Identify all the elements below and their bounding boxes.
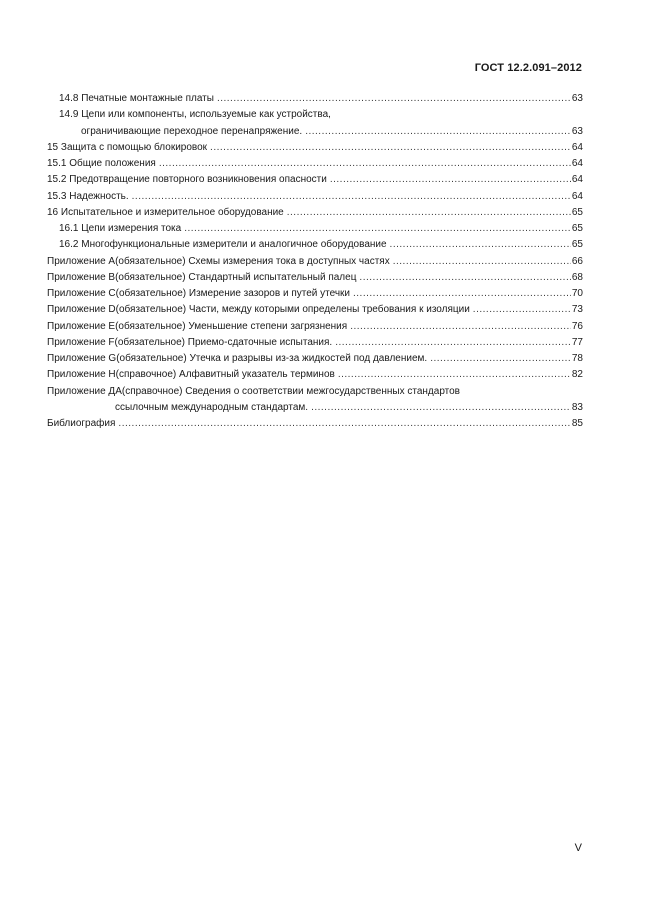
toc-entry-page: 77 (571, 336, 583, 348)
toc-dot-leader (330, 172, 571, 188)
toc-entry[interactable] (47, 124, 583, 140)
document-code-header: ГОСТ 12.2.091–2012 (474, 62, 582, 74)
toc-entry[interactable] (47, 189, 583, 205)
toc-entry[interactable] (47, 319, 583, 335)
toc-entry[interactable] (47, 107, 583, 123)
toc-dot-leader (393, 254, 571, 270)
toc-entry-page: 73 (571, 304, 583, 316)
toc-entry-title: 15 Защита с помощью блокировок (47, 141, 208, 153)
toc-dot-leader (359, 270, 570, 286)
toc-entry-page: 64 (571, 141, 583, 153)
toc-entry-page: 82 (571, 369, 583, 381)
toc-entry-page: 83 (571, 401, 583, 413)
toc-entry[interactable] (47, 221, 583, 237)
toc-entry-title: Приложение ДА(справочное) Сведения о соответствии межгосударственных стандартов (47, 385, 460, 397)
toc-dot-leader (184, 221, 571, 237)
toc-entry-title: Приложение В(обязательное) Стандартный испытательный палец (47, 271, 357, 283)
toc-entry-title: Библиография (47, 418, 116, 429)
toc-entry[interactable] (47, 205, 583, 221)
toc-entry[interactable] (47, 335, 583, 351)
toc-entry-title: Приложение D(обязательное) Части, между которыми определены требования к изоляции (47, 304, 470, 316)
toc-entry-title: 14.9 Цепи или компоненты, используемые как устройства, (59, 109, 331, 121)
toc-dot-leader (210, 140, 571, 156)
page-number: V (574, 842, 582, 854)
toc-entry-title: 15.2 Предотвращение повторного возникновения опасности (47, 174, 327, 186)
toc-entry-title: 16 Испытательное и измерительное оборудование (47, 206, 284, 218)
toc-entry-page: 78 (571, 353, 583, 364)
toc-entry-page: 85 (571, 418, 583, 429)
toc-entry[interactable] (47, 172, 583, 188)
toc-dot-leader (430, 351, 571, 367)
toc-entry-page: 66 (571, 255, 583, 267)
toc-entry-page: 76 (571, 320, 583, 332)
toc-entry-title: Приложение G(обязательное) Утечка и разрывы из-за жидкостей под давлением. (47, 353, 428, 364)
toc-entry-title: 14.8 Печатные монтажные платы (59, 93, 214, 104)
toc-entry-page: 65 (571, 239, 583, 251)
toc-entry-title: Приложение H(справочное) Алфавитный указатель терминов (47, 369, 335, 381)
toc-dot-leader (390, 237, 571, 253)
toc-dot-leader (335, 335, 571, 351)
toc-entry-title: Приложение Е(обязательное) Уменьшение степени загрязнения (47, 320, 348, 332)
toc-dot-leader (118, 416, 570, 432)
toc-entry-title: Приложение А(обязательное) Схемы измерения тока в доступных частях (47, 255, 390, 267)
toc-entry-title: 15.3 Надежность. (47, 190, 129, 202)
toc-dot-leader (353, 286, 571, 302)
table-of-contents (47, 91, 583, 432)
toc-entry-title: 15.1 Общие положения (47, 158, 156, 169)
toc-entry[interactable] (47, 367, 583, 383)
toc-dot-leader (159, 156, 571, 172)
toc-entry-page: 64 (571, 158, 583, 169)
toc-entry-page: 68 (571, 271, 583, 283)
toc-dot-leader (338, 367, 571, 383)
toc-entry[interactable] (47, 254, 583, 270)
toc-entry-page: 63 (571, 93, 583, 104)
toc-dot-leader (350, 319, 571, 335)
toc-dot-leader (305, 124, 571, 140)
toc-entry[interactable] (47, 400, 583, 416)
toc-entry[interactable] (47, 384, 583, 400)
toc-entry[interactable] (47, 156, 583, 172)
toc-entry-page: 70 (571, 288, 583, 299)
toc-entry[interactable] (47, 237, 583, 253)
toc-entry-page: 65 (571, 223, 583, 234)
toc-entry[interactable] (47, 91, 583, 107)
toc-entry[interactable] (47, 416, 583, 432)
toc-entry[interactable] (47, 270, 583, 286)
toc-entry-page: 64 (571, 174, 583, 186)
toc-dot-leader (132, 189, 571, 205)
toc-entry[interactable] (47, 140, 583, 156)
toc-dot-leader (473, 302, 571, 318)
toc-entry-page: 63 (571, 125, 583, 137)
toc-entry-page: 64 (571, 190, 583, 202)
toc-entry[interactable] (47, 302, 583, 318)
toc-entry-title: Приложение С(обязательное) Измерение зазоров и путей утечки (47, 288, 350, 299)
toc-entry[interactable] (47, 286, 583, 302)
toc-dot-leader (217, 91, 571, 107)
toc-entry-title: Приложение F(обязательное) Приемо-сдаточные испытания. (47, 336, 333, 348)
toc-dot-leader (287, 205, 571, 221)
toc-entry-title: 16.1 Цепи измерения тока (59, 223, 182, 234)
toc-entry[interactable] (47, 351, 583, 367)
toc-entry-title: 16.2 Многофункциональные измерители и аналогичное оборудование (59, 239, 387, 251)
toc-entry-title: ограничивающие переходное перенапряжение. (81, 125, 303, 137)
toc-entry-title: ссылочным международным стандартам. (115, 401, 309, 413)
toc-entry-page: 65 (571, 206, 583, 218)
toc-dot-leader (311, 400, 571, 416)
